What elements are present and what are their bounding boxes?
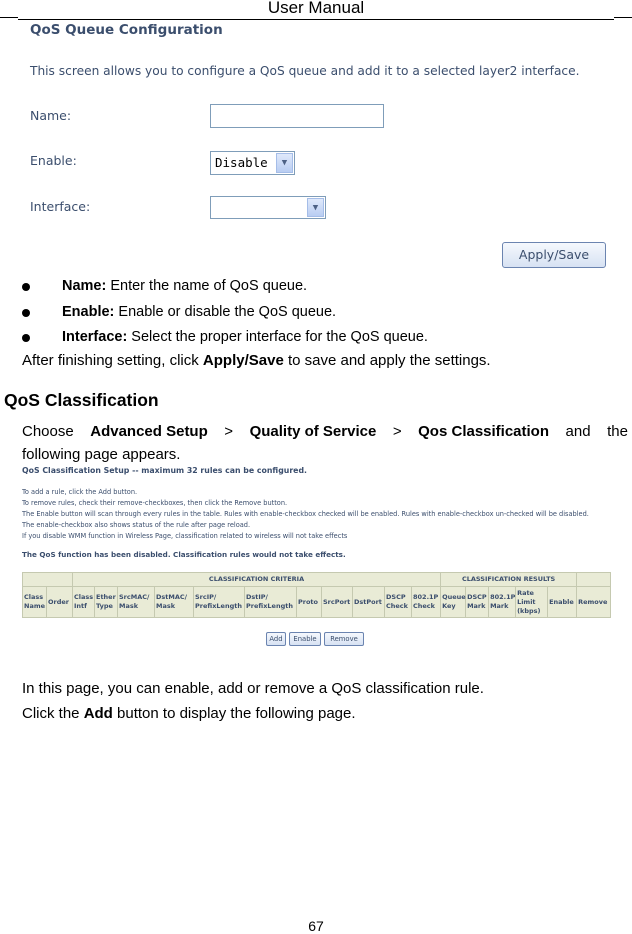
page-number: 67 (308, 918, 324, 934)
instruction-line: The Enable button will scan through every rules in the table. Rules with enable-checkbox checked will be enabled. Rules with enable-checkbox un-checked will be disabled. (22, 510, 589, 518)
table-group-header-row (23, 573, 611, 587)
closing-line-1: In this page, you can enable, add or remove a QoS classification rule. (22, 680, 484, 697)
column-header: Class Intf (73, 587, 95, 618)
column-header: Order (47, 587, 73, 618)
classification-setup-title: QoS Classification Setup -- maximum 32 rules can be configured. (22, 466, 307, 475)
instruction-line: To remove rules, check their remove-checkboxes, then click the Remove button. (22, 499, 288, 507)
column-header: Rate Limit (kbps) (516, 587, 548, 618)
column-header: DSCP Mark (466, 587, 489, 618)
column-header: 802.1P Mark (489, 587, 516, 618)
closing-line-2: Click the Add button to display the following page. (22, 705, 356, 722)
qos-queue-config-description: This screen allows you to configure a QoS queue and add it to a selected layer2 interface. (30, 64, 580, 78)
bullet-dot-icon (22, 283, 30, 291)
bullet-term: Name: (62, 278, 107, 294)
name-label: Name: (30, 108, 72, 123)
table-header-row (23, 587, 611, 618)
bullet-description: Enter the name of QoS queue. (106, 278, 308, 294)
section-intro-line2: following page appears. (22, 446, 181, 463)
table-group-blank (23, 573, 73, 587)
enable-button[interactable]: Enable (289, 632, 321, 646)
remove-button[interactable]: Remove (324, 632, 364, 646)
qos-queue-config-screenshot (20, 20, 614, 273)
header-rule-left (0, 17, 18, 18)
enable-select-value: Disable (215, 155, 268, 170)
qos-queue-config-title: QoS Queue Configuration (30, 22, 223, 38)
enable-select[interactable] (210, 151, 295, 175)
enable-label: Enable: (30, 153, 77, 168)
section-intro-line1: Choose Advanced Setup > Quality of Service > Qos Classification and the (22, 423, 628, 440)
column-header: Remove (577, 587, 611, 618)
instruction-line: The enable-checkbox also shows status of the rule after page reload. (22, 521, 251, 529)
column-header: Ether Type (95, 587, 118, 618)
column-header: 802.1P Check (412, 587, 441, 618)
apply-save-button[interactable]: Apply/Save (502, 242, 606, 268)
table-group-blank (577, 573, 611, 587)
column-header: DSCP Check (385, 587, 412, 618)
column-header: Class Name (23, 587, 47, 618)
qos-classification-screenshot (20, 464, 612, 654)
name-input[interactable] (210, 104, 384, 128)
column-header: SrcMAC/ Mask (118, 587, 155, 618)
column-header: DstMAC/ Mask (155, 587, 194, 618)
manual-header-title: User Manual (267, 0, 365, 17)
classification-rules-table (22, 572, 611, 618)
interface-label: Interface: (30, 199, 91, 214)
column-header: DstIP/ PrefixLength (245, 587, 297, 618)
bullet-dot-icon (22, 309, 30, 317)
after-setting-paragraph: After finishing setting, click Apply/Save to save and apply the settings. (22, 352, 491, 369)
bullet-term: Enable: (62, 304, 115, 320)
chevron-down-icon: ▼ (307, 198, 324, 217)
qos-disabled-warning: The QoS function has been disabled. Classification rules would not take effects. (22, 550, 346, 559)
instruction-line: If you disable WMM function in Wireless Page, classification related to wireless will not take effects (22, 532, 348, 540)
column-header: Proto (297, 587, 322, 618)
column-header: DstPort (353, 587, 385, 618)
add-button[interactable]: Add (266, 632, 286, 646)
interface-select[interactable] (210, 196, 326, 219)
column-header: Enable (548, 587, 577, 618)
classification-results-header: CLASSIFICATION RESULTS (441, 573, 577, 587)
column-header: Queue Key (441, 587, 466, 618)
section-title: QoS Classification (4, 390, 159, 410)
header-rule-right (614, 17, 632, 18)
bullet-dot-icon (22, 334, 30, 342)
chevron-down-icon: ▼ (276, 153, 293, 173)
column-header: SrcIP/ PrefixLength (194, 587, 245, 618)
instruction-line: To add a rule, click the Add button. (22, 488, 138, 496)
column-header: SrcPort (322, 587, 353, 618)
bullet-term: Interface: (62, 329, 128, 345)
bullet-description: Select the proper interface for the QoS queue. (127, 329, 428, 345)
bullet-description: Enable or disable the QoS queue. (114, 304, 337, 320)
classification-criteria-header: CLASSIFICATION CRITERIA (73, 573, 441, 587)
